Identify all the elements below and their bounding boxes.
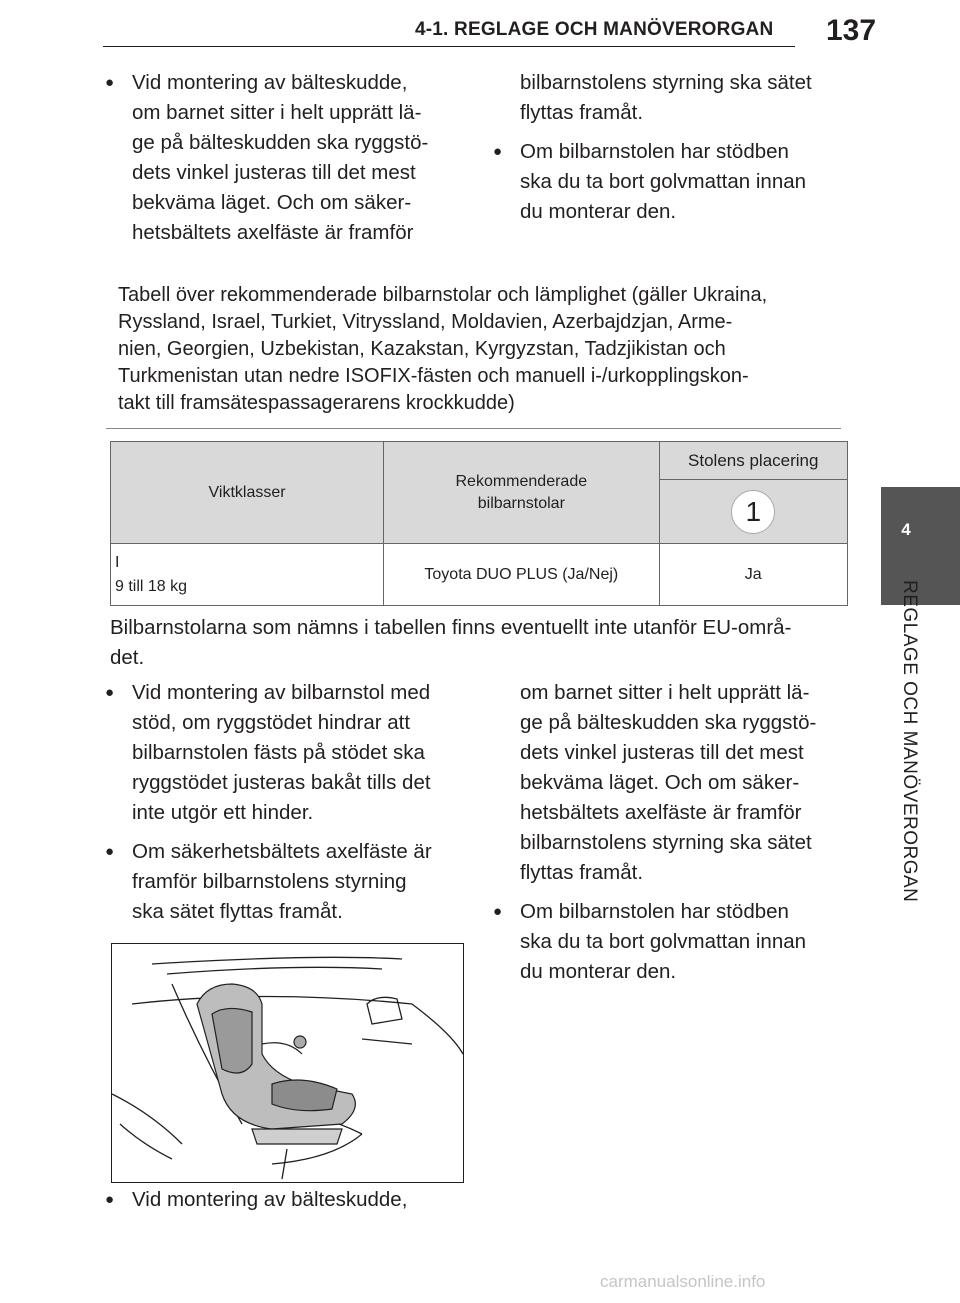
text-line: ge på bälteskudden ska ryggstö- bbox=[132, 131, 429, 154]
watermark: carmanualsonline.info bbox=[600, 1272, 766, 1291]
text-line: ska sätet flyttas framåt. bbox=[132, 900, 343, 923]
bullet-item bbox=[491, 137, 851, 227]
bullet-item bbox=[103, 837, 473, 927]
text-line: framför bilbarnstolens styrning bbox=[132, 870, 407, 893]
text-line: ● Om säkerhetsbältets axelfäste är bbox=[132, 840, 432, 863]
text-line: dets vinkel justeras till det mest bbox=[132, 161, 416, 184]
text-line: om barnet sitter i helt upprätt lä- bbox=[132, 101, 422, 124]
text-line: bilbarnstolen fästs på stödet ska bbox=[132, 741, 425, 764]
top-left-column bbox=[103, 68, 463, 248]
text-line: bilbarnstolens styrning ska sätet bbox=[520, 71, 812, 94]
top-right-column bbox=[491, 68, 851, 227]
weight-class-cell bbox=[111, 544, 384, 606]
bottom-left-column bbox=[103, 678, 473, 927]
chapter-tab bbox=[881, 487, 960, 605]
seat-model-cell: Toyota DUO PLUS (Ja/Nej) bbox=[384, 544, 659, 606]
section-title: 4-1. REGLAGE OCH MANÖVERORGAN bbox=[415, 19, 774, 40]
text-line: dets vinkel justeras till det mest bbox=[520, 741, 804, 764]
text-line: nien, Georgien, Uzbekistan, Kazakstan, Kyrgyzstan, Tadzjikistan och bbox=[118, 338, 726, 360]
text-line: flyttas framåt. bbox=[520, 101, 644, 124]
bottom-right-column bbox=[491, 678, 861, 987]
header-stolens-placering: Stolens placering bbox=[659, 442, 848, 480]
class-label: I bbox=[115, 553, 120, 571]
page-number: 137 bbox=[826, 14, 877, 47]
chapter-number: 4 bbox=[901, 520, 911, 539]
bullet-item bbox=[103, 678, 473, 828]
continued-text bbox=[491, 678, 861, 888]
text-line: stöd, om ryggstödet hindrar att bbox=[132, 711, 411, 734]
text-line: bekväma läget. Och om säker- bbox=[132, 191, 412, 214]
text-line: ge på bälteskudden ska ryggstö- bbox=[520, 711, 817, 734]
bullet-item bbox=[491, 897, 861, 987]
weight-label: 9 till 18 kg bbox=[115, 577, 188, 595]
text-line: Ryssland, Israel, Turkiet, Vitryssland, Moldavien, Azerbajdzjan, Arme- bbox=[118, 311, 733, 333]
seat-position-1-icon: 1 bbox=[731, 490, 775, 534]
continued-text bbox=[491, 68, 851, 128]
text-line: ● Om bilbarnstolen har stödben bbox=[520, 900, 789, 923]
child-seat-table bbox=[110, 441, 848, 606]
text-line: inte utgör ett hinder. bbox=[132, 801, 314, 824]
seat-position-cell bbox=[659, 480, 848, 544]
info-box-rule bbox=[106, 428, 841, 429]
bullet-item bbox=[103, 68, 463, 248]
header-line: bilbarnstolar bbox=[477, 494, 565, 512]
header-rule bbox=[103, 46, 857, 47]
text-line: bekväma läget. Och om säker- bbox=[520, 771, 800, 794]
fit-cell: Ja bbox=[659, 544, 848, 606]
text-line: hetsbältets axelfäste är framför bbox=[132, 221, 414, 244]
text-line: Turkmenistan utan nedre ISOFIX-fästen och manuell i-/urkopplingskon- bbox=[118, 365, 749, 387]
header-line: Rekommenderade bbox=[455, 472, 588, 490]
text-line: ● Vid montering av bälteskudde, bbox=[132, 1188, 408, 1211]
header-viktklasser: Viktklasser bbox=[111, 442, 384, 544]
text-line: takt till framsätespassagerarens krockkudde) bbox=[118, 392, 515, 414]
child-seat-illustration bbox=[111, 943, 464, 1183]
text-line: bilbarnstolens styrning ska sätet bbox=[520, 831, 812, 854]
text-line: ● Vid montering av bilbarnstol med bbox=[132, 681, 431, 704]
text-line: det. bbox=[110, 646, 145, 669]
car-seat-drawing bbox=[112, 944, 463, 1182]
text-line: Bilbarnstolarna som nämns i tabellen finns eventuellt inte utanför EU-områ- bbox=[110, 616, 792, 639]
text-line: Tabell över rekommenderade bilbarnstolar och lämplighet (gäller Ukraina, bbox=[118, 284, 768, 306]
text-line: du monterar den. bbox=[520, 960, 677, 983]
text-line: du monterar den. bbox=[520, 200, 677, 223]
text-line: ● Vid montering av bälteskudde, bbox=[132, 71, 408, 94]
text-line: ska du ta bort golvmattan innan bbox=[520, 170, 807, 193]
text-line: ska du ta bort golvmattan innan bbox=[520, 930, 807, 953]
text-line: flyttas framåt. bbox=[520, 861, 644, 884]
table-row bbox=[111, 544, 848, 606]
bullet-item bbox=[103, 1185, 473, 1215]
text-line: ● Om bilbarnstolen har stödben bbox=[520, 140, 789, 163]
header-rekommenderade bbox=[384, 442, 659, 544]
chapter-label: REGLAGE OCH MANÖVERORGAN bbox=[899, 580, 920, 903]
info-box bbox=[106, 268, 841, 417]
bottom-left-last bbox=[103, 1185, 473, 1215]
text-line: ryggstödet justeras bakåt tills det bbox=[132, 771, 431, 794]
text-line: om barnet sitter i helt upprätt lä- bbox=[520, 681, 810, 704]
text-line: hetsbältets axelfäste är framför bbox=[520, 801, 802, 824]
table-note bbox=[110, 613, 850, 673]
